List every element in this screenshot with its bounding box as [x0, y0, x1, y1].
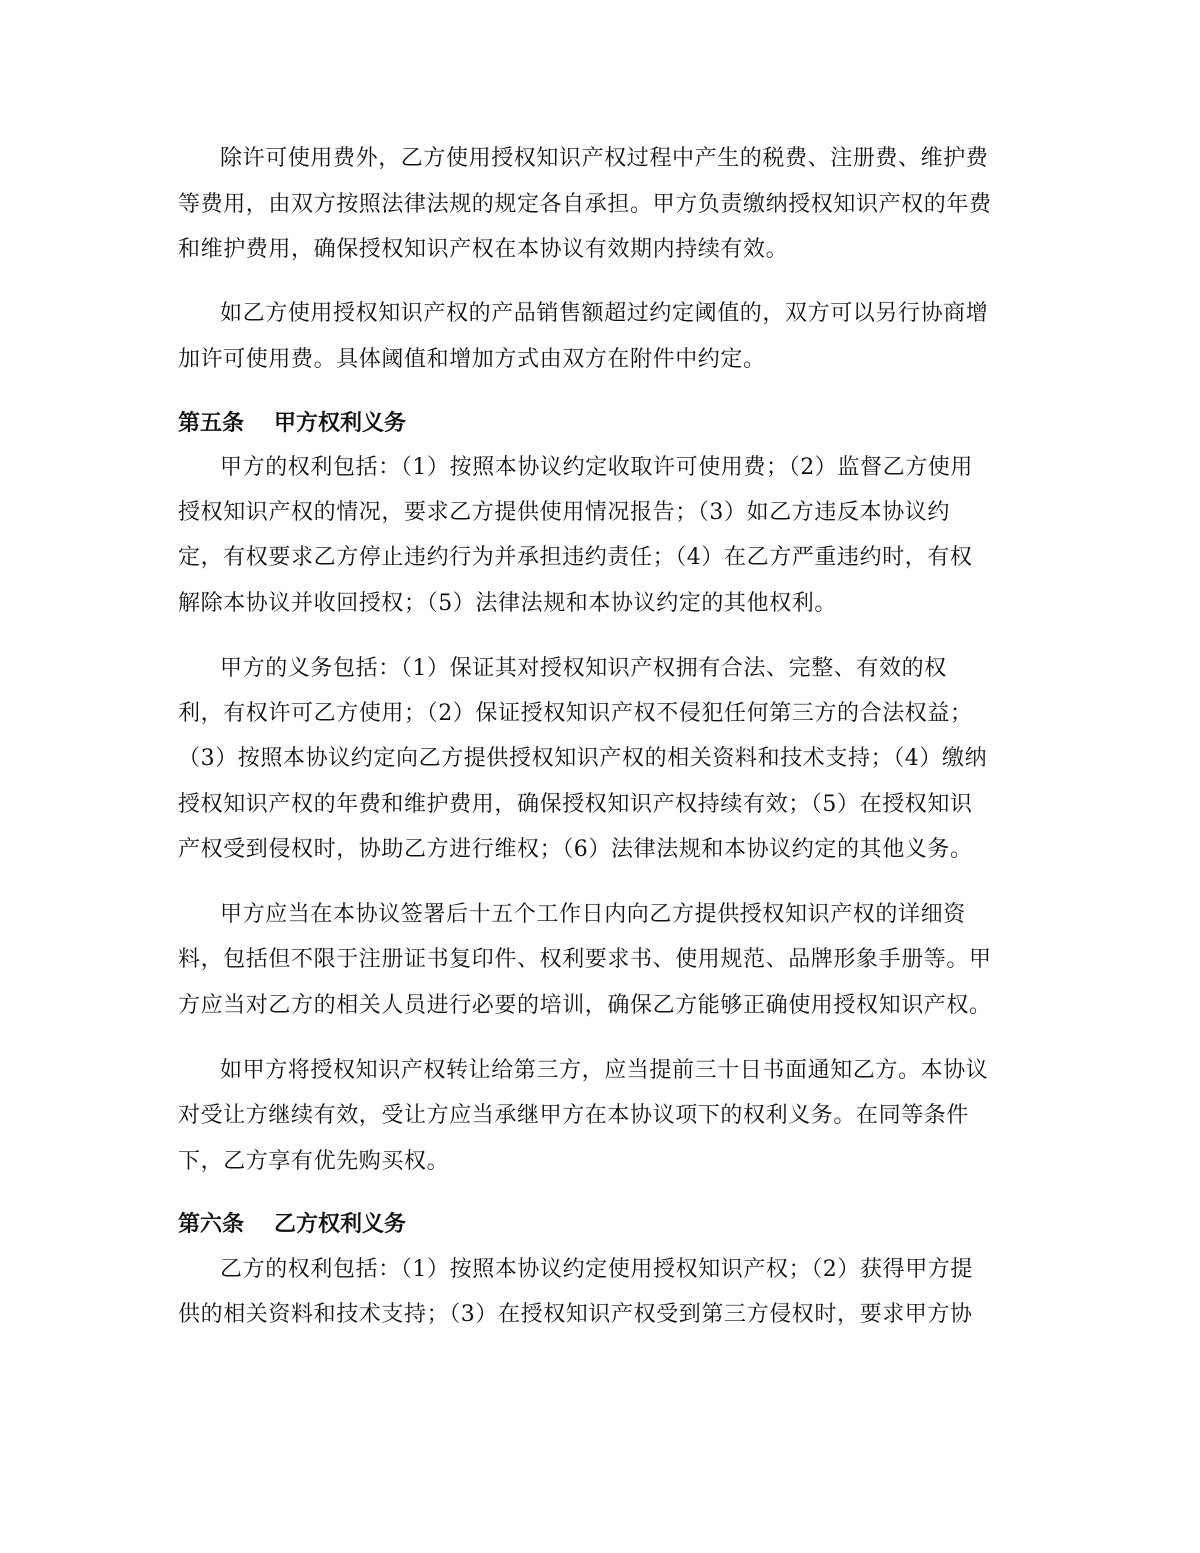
paragraph-line: 对受让方继续有效，受让方应当承继甲方在本协议项下的权利义务。在同等条件: [178, 1103, 970, 1128]
article-heading: [178, 408, 406, 440]
paragraph-line: 如乙方使用授权知识产权的产品销售额超过约定阈值的，双方可以另行协商增: [220, 301, 989, 326]
article-title: 甲方权利义务: [274, 411, 407, 436]
paragraph-line: 解除本协议并收回授权；（5）法律法规和本协议约定的其他权利。: [178, 591, 837, 616]
article-title: 乙方权利义务: [274, 1212, 407, 1237]
article-number: 第五条: [178, 411, 245, 436]
paragraph-line: 除许可使用费外，乙方使用授权知识产权过程中产生的税费、注册费、维护费: [220, 146, 989, 171]
paragraph-line: 利，有权许可乙方使用；（2）保证授权知识产权不侵犯任何第三方的合法权益；: [178, 701, 973, 726]
paragraph-line: 乙方的权利包括：（1）按照本协议约定使用授权知识产权；（2）获得甲方提: [220, 1257, 973, 1282]
paragraph-line: 等费用，由双方按照法律法规的规定各自承担。甲方负责缴纳授权知识产权的年费: [178, 192, 992, 217]
paragraph-line: 供的相关资料和技术支持；（3）在授权知识产权受到第三方侵权时，要求甲方协: [178, 1302, 973, 1327]
article-number: 第六条: [178, 1212, 245, 1237]
paragraph-line: 甲方的权利包括：（1）按照本协议约定收取许可使用费；（2）监督乙方使用: [220, 455, 973, 480]
paragraph-line: 甲方的义务包括：（1）保证其对授权知识产权拥有合法、完整、有效的权: [220, 656, 947, 681]
article-heading: [178, 1209, 406, 1241]
paragraph-line: 如甲方将授权知识产权转让给第三方，应当提前三十日书面通知乙方。本协议: [220, 1058, 989, 1083]
paragraph-line: 授权知识产权的情况，要求乙方提供使用情况报告；（3）如乙方违反本协议约: [178, 500, 950, 525]
paragraph-line: 和维护费用，确保授权知识产权在本协议有效期内持续有效。: [178, 237, 789, 262]
paragraph-line: 授权知识产权的年费和维护费用，确保授权知识产权持续有效；（5）在授权知识: [178, 792, 973, 817]
paragraph-line: 下，乙方享有优先购买权。: [178, 1149, 450, 1174]
paragraph-line: 料，包括但不限于注册证书复印件、权利要求书、使用规范、品牌形象手册等。甲: [178, 947, 992, 972]
paragraph-line: （3）按照本协议约定向乙方提供授权知识产权的相关资料和技术支持；（4）缴纳: [178, 746, 988, 771]
paragraph-line: 定，有权要求乙方停止违约行为并承担违约责任；（4）在乙方严重违约时，有权: [178, 545, 973, 570]
paragraph-line: 加许可使用费。具体阈值和增加方式由双方在附件中约定。: [178, 347, 766, 372]
paragraph-line: 产权受到侵权时，协助乙方进行维权；（6）法律法规和本协议约定的其他义务。: [178, 837, 973, 862]
paragraph-line: 方应当对乙方的相关人员进行必要的培训，确保乙方能够正确使用授权知识产权。: [178, 993, 992, 1018]
paragraph-line: 甲方应当在本协议签署后十五个工作日内向乙方提供授权知识产权的详细资: [220, 902, 966, 927]
